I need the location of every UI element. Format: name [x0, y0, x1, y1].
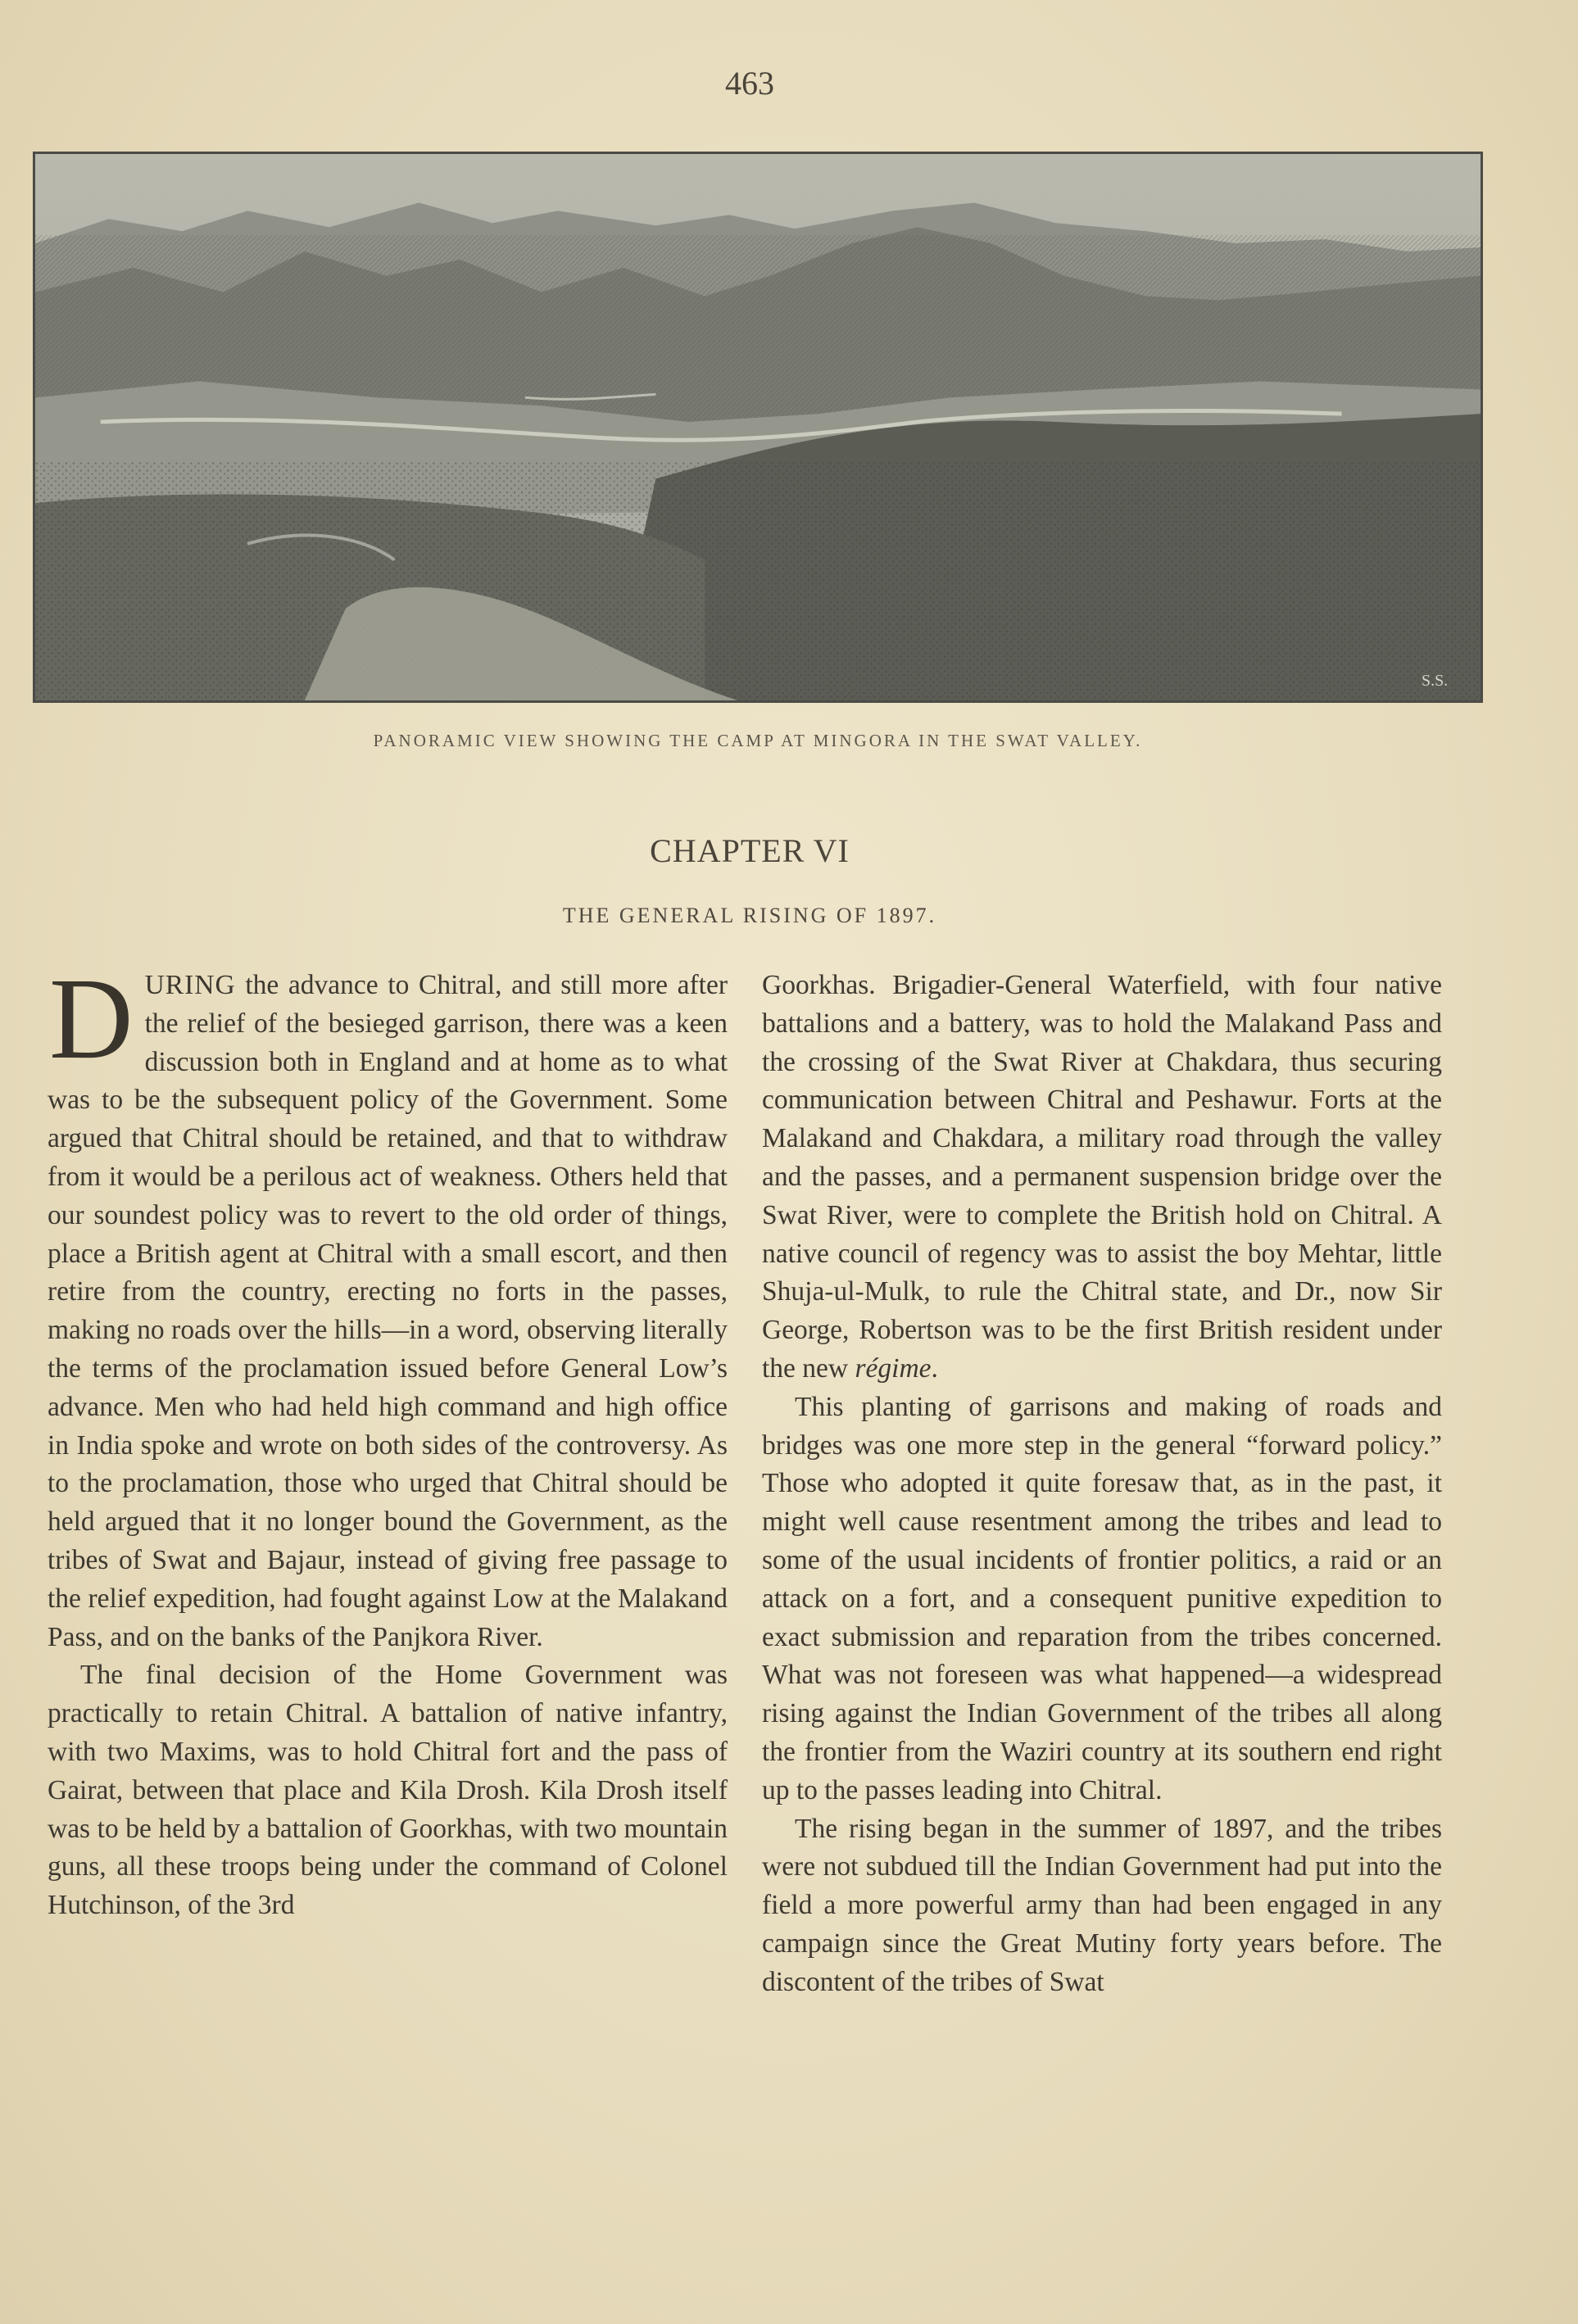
mountain-valley-engraving — [35, 154, 1481, 700]
paragraph: This planting of garrisons and making of roads and bridges was one more step in the general “forward policy.” Those who adopted it quite foresaw that, as in the past, it might well cause resentment among the tribes and lead to some of the usual incidents of frontier politics, a raid or an attack on a fort, and a consequent punitive expedition to exact submission and reparation from the tribes concerned. What was not foreseen was what happened—a widespread rising against the Indian Government of the tribes all along the frontier from the Waziri country at its southern end right up to the passes leading into Chitral. — [762, 1391, 1442, 1805]
opening-word: URING — [144, 970, 236, 1000]
panoramic-illustration — [33, 152, 1483, 703]
paragraph: The rising began in the summer of 1897, and the tribes were not subdued till the Indian Government had put into the field a more powerful army than had been engaged in any campaign since the Great Mutiny forty years before. The discontent of the tribes of Swat — [762, 1813, 1442, 1997]
italic-term: régime — [855, 1352, 932, 1384]
paragraph-end: . — [931, 1352, 938, 1384]
drop-cap: D — [49, 954, 134, 1083]
chapter-subtitle: THE GENERAL RISING OF 1897. — [562, 904, 937, 927]
engraver-signature: S.S. — [1422, 672, 1449, 691]
paragraph-text: the advance to Chitral, and still more after the relief of the besieged garrison, there was a keen discussion both in England and at home as to what was to be the subsequent policy of the Government. Some argued that Chitral should be retained, and that to withdraw from it would be a perilous act of weakness. Others held that our soundest policy was to revert to the old order of things, place a British agent at Chitral with a small escort, and then retire from the country, erecting no forts in the passes, making no roads over the hills—in a word, observing literally the terms of the proclamation issued before General Low’s advance. Men who had held high command and high office in India spoke and wrote on both sides of the controversy. As to the proclamation, those who urged that Chitral should be held argued that it no longer bound the Government, as the tribes of Swat and Bajaur, instead of giving free passage to the relief expedition, had fought against Low at the Malakand Pass, and on the banks of the Panjkora River. — [48, 970, 728, 1652]
paragraph — [48, 954, 728, 1656]
left-column — [48, 954, 728, 1925]
paragraph: The final decision of the Home Government was practically to retain Chitral. A battalion of native infantry, with two Maxims, was to hold Chitral fort and the pass of Gairat, between that place and Kila Drosh. Kila Drosh itself was to be held by a battalion of Goorkhas, with two mountain guns, all these troops being under the command of Colonel Hutchinson, of the 3rd — [48, 1660, 728, 1921]
paragraph-text: Goorkhas. Brigadier-General Waterfield, with four native battalions and a battery, was to hold the Malakand Pass and the crossing of the Swat River at Chakdara, thus securing communication between Chitral and Peshawur. Forts at the Malakand and Chakdara, a military road through the valley and the passes, and a permanent suspension bridge over the Swat River, were to complete the British hold on Chitral. A native council of regency was to assist the boy Mehtar, little Shuja-ul-Mulk, to rule the Chitral state, and Dr., now Sir George, Robertson was to be the first British resident under the new — [762, 970, 1442, 1384]
chapter-title: CHAPTER VI — [650, 832, 850, 869]
right-column — [762, 967, 1442, 2002]
page-number: 463 — [725, 65, 774, 102]
paragraph — [762, 967, 1442, 1389]
figure-caption: PANORAMIC VIEW SHOWING THE CAMP AT MINGORA IN THE SWAT VALLEY. — [373, 731, 1143, 750]
